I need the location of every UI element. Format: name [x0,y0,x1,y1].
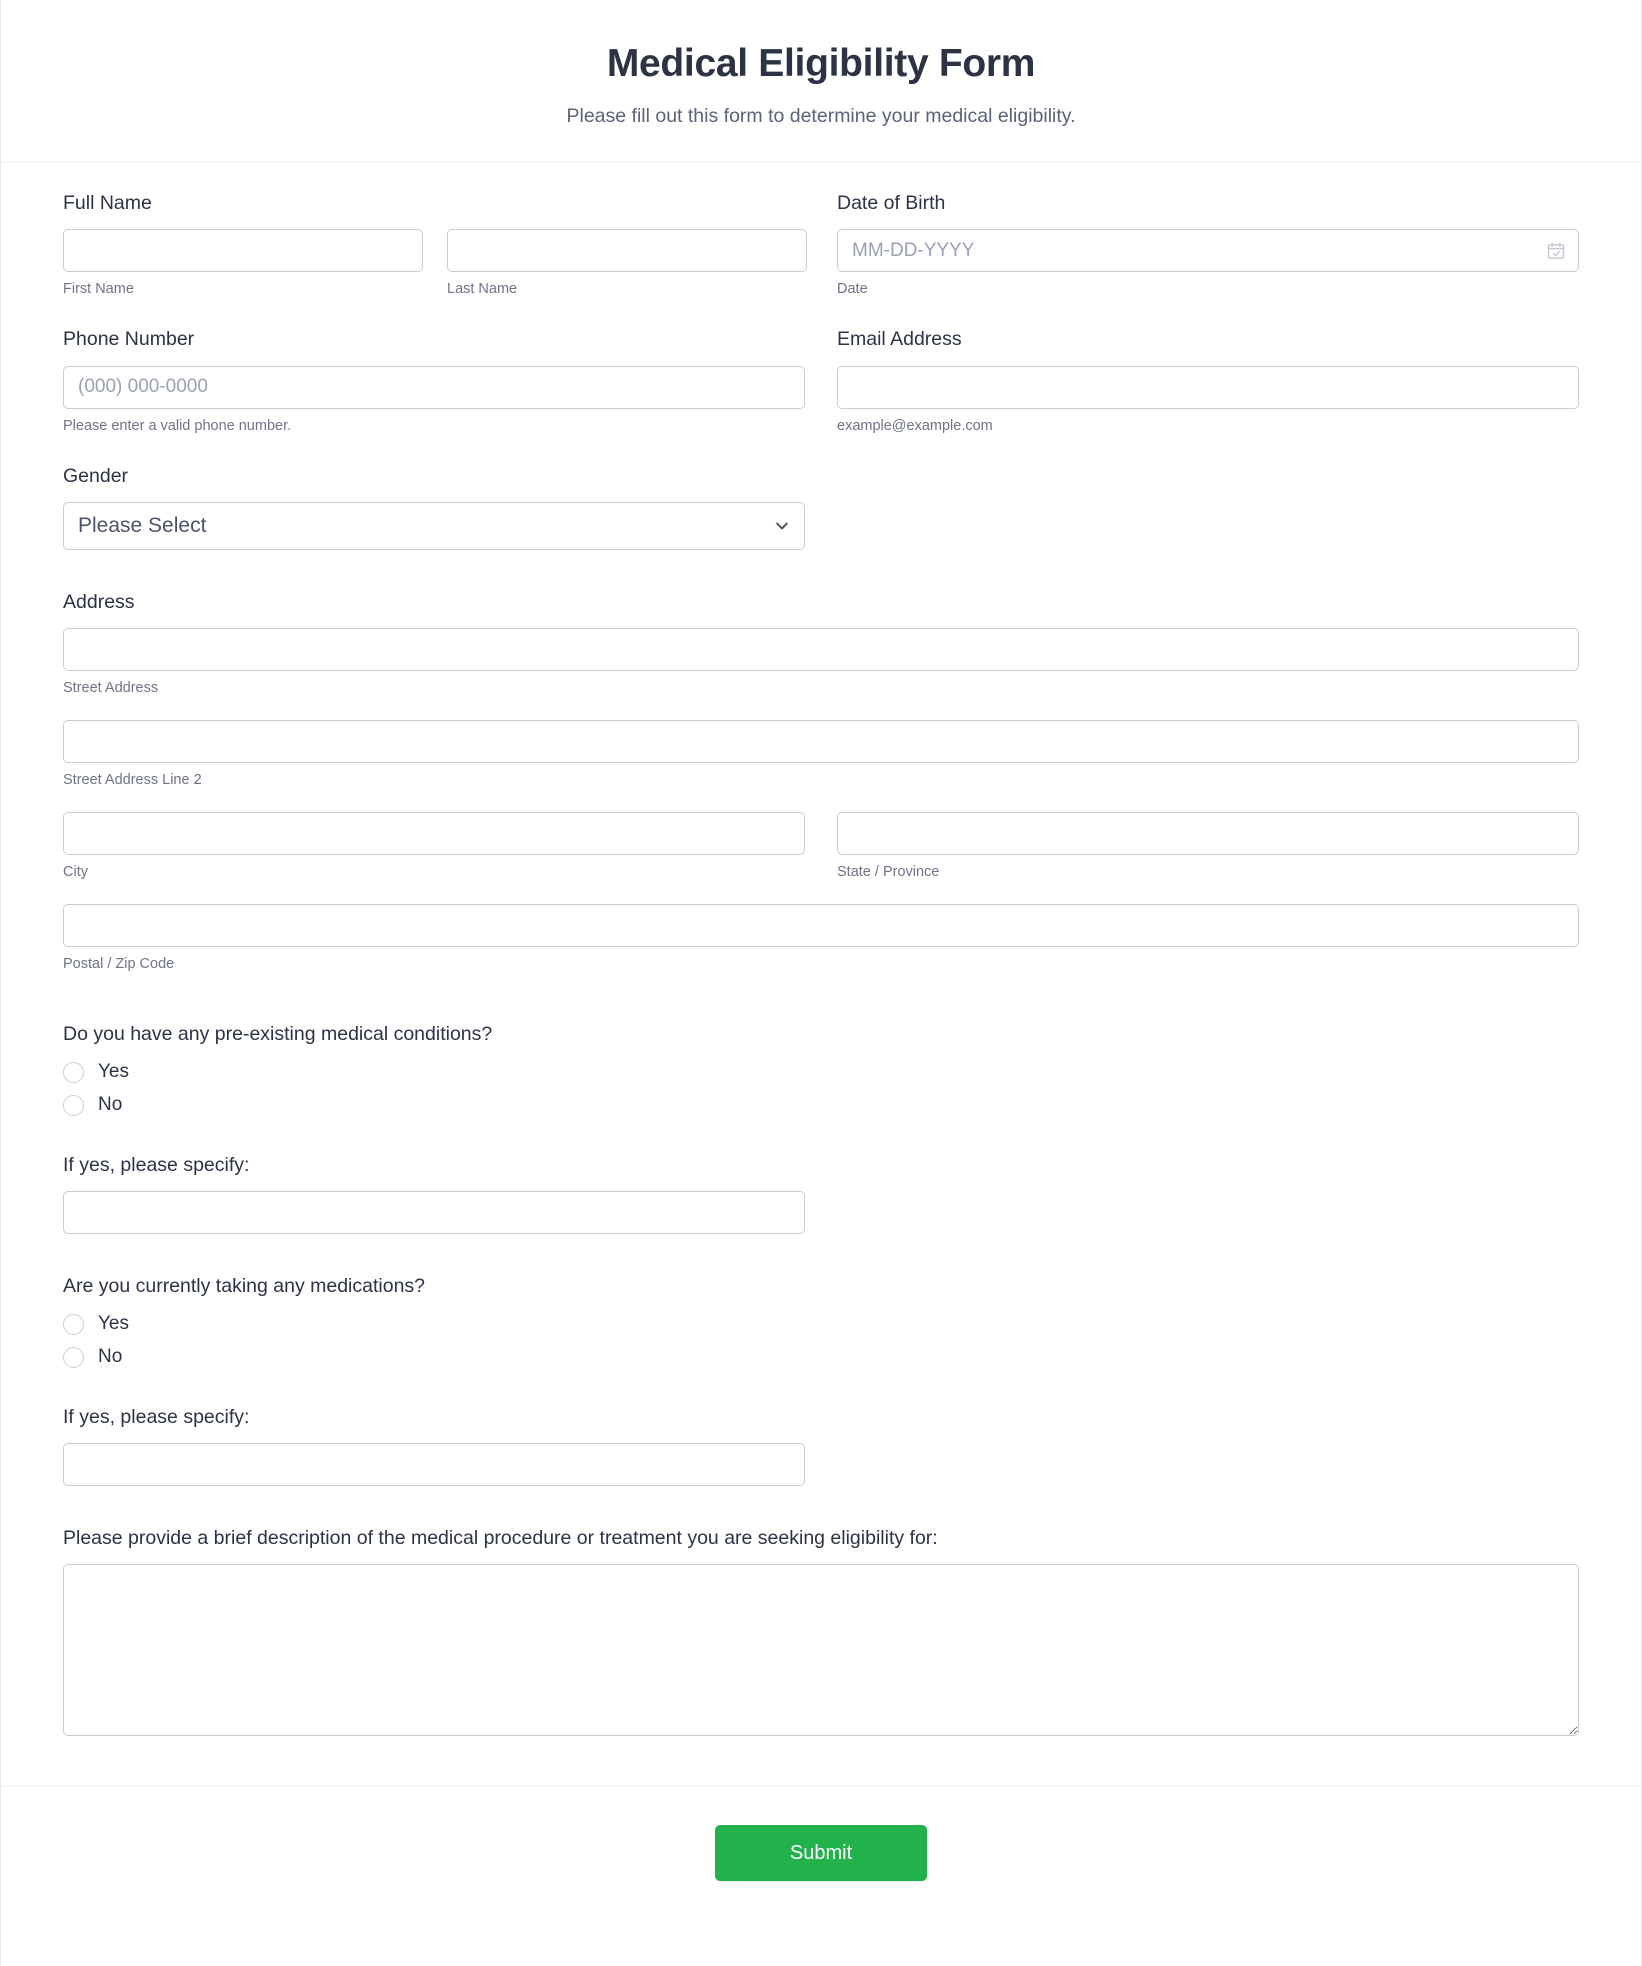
submit-button[interactable]: Submit [715,1825,927,1881]
street-address-sublabel: Street Address [63,680,159,697]
preexisting-radio-yes-label: Yes [98,1060,129,1082]
field-medications-specify [63,1405,1579,1486]
spacer [63,996,1579,1022]
city-input[interactable] [63,812,805,855]
first-name-sublabel: First Name [63,281,134,298]
form-header [1,0,1641,163]
description-textarea[interactable] [63,1564,1579,1736]
field-date-of-birth [837,191,1579,321]
radio-icon [63,1314,84,1335]
gender-select[interactable] [63,502,805,550]
preexisting-radio-no[interactable] [63,1094,1579,1117]
medications-question: Are you currently taking any medications? [63,1274,426,1297]
last-name-sublabel: Last Name [447,281,518,298]
last-name-input[interactable] [447,229,807,272]
spacer [63,556,1579,590]
preexisting-radio-yes[interactable] [63,1061,1579,1084]
gender-label: Gender [63,464,129,487]
city-sublabel: City [63,863,88,880]
email-label: Email Address [837,328,962,351]
spacer [63,1492,1579,1526]
field-gender [63,464,1579,550]
medications-radio-yes[interactable] [63,1313,1579,1336]
email-input[interactable] [837,366,1579,409]
state-province-input[interactable] [837,812,1579,855]
full-name-label: Full Name [63,192,152,215]
street-address-line2-sublabel: Street Address Line 2 [63,772,202,789]
first-name-sublabel-cell [63,272,423,321]
field-address [63,590,1579,974]
street-address-input[interactable] [63,628,1579,671]
city-cell [63,812,805,904]
row-name-dob [63,191,1579,327]
postal-zip-input[interactable] [63,904,1579,947]
address-city-state-row [63,812,1579,904]
first-name-cell [63,229,423,272]
field-description [63,1526,1579,1736]
field-medications [63,1274,1579,1369]
last-name-cell [447,229,807,272]
row-phone-email [63,327,1579,463]
phone-input[interactable] [63,366,805,409]
state-province-sublabel: State / Province [837,863,940,880]
medications-radio-yes-label: Yes [98,1313,129,1335]
medications-specify-label: If yes, please specify: [63,1405,250,1428]
page-title: Medical Eligibility Form [606,42,1036,85]
email-sublabel: example@example.com [837,417,993,434]
address-label: Address [63,590,135,613]
first-name-input[interactable] [63,229,423,272]
form-body [1,163,1641,1752]
medications-radio-no[interactable] [63,1346,1579,1369]
date-of-birth-input-wrap [837,229,1579,272]
date-of-birth-label: Date of Birth [837,192,946,215]
field-phone [63,327,805,457]
description-label: Please provide a brief description of the medical procedure or treatment you are seeking eligibility for: [63,1527,938,1550]
medications-specify-input[interactable] [63,1443,805,1486]
spacer [63,1127,1579,1153]
radio-icon [63,1347,84,1368]
preexisting-specify-input[interactable] [63,1191,805,1234]
state-cell [837,812,1579,904]
full-name-inputs [63,229,805,272]
field-preexisting-specify [63,1153,1579,1234]
radio-icon [63,1062,84,1083]
phone-label: Phone Number [63,328,195,351]
full-name-sublabels [63,272,805,321]
field-full-name [63,191,805,321]
phone-sublabel: Please enter a valid phone number. [63,417,292,434]
preexisting-question: Do you have any pre-existing medical conditions? [63,1022,493,1045]
date-of-birth-input[interactable] [837,229,1579,272]
medications-specify-cell [63,1443,805,1486]
field-preexisting-conditions [63,1022,1579,1117]
last-name-sublabel-cell [447,272,807,321]
field-email [837,327,1579,457]
spacer [63,1240,1579,1274]
form-footer [1,1786,1641,1929]
gender-select-wrap [63,502,805,550]
date-of-birth-sublabel: Date [837,281,868,298]
preexisting-specify-cell [63,1191,805,1234]
preexisting-specify-label: If yes, please specify: [63,1153,250,1176]
street-address-line2-input[interactable] [63,720,1579,763]
spacer [63,1379,1579,1405]
medications-radio-no-label: No [98,1346,123,1367]
radio-icon [63,1095,84,1116]
page-subtitle: Please fill out this form to determine your medical eligibility. [566,104,1076,127]
postal-zip-sublabel: Postal / Zip Code [63,955,175,972]
preexisting-radio-no-label: No [98,1093,123,1115]
